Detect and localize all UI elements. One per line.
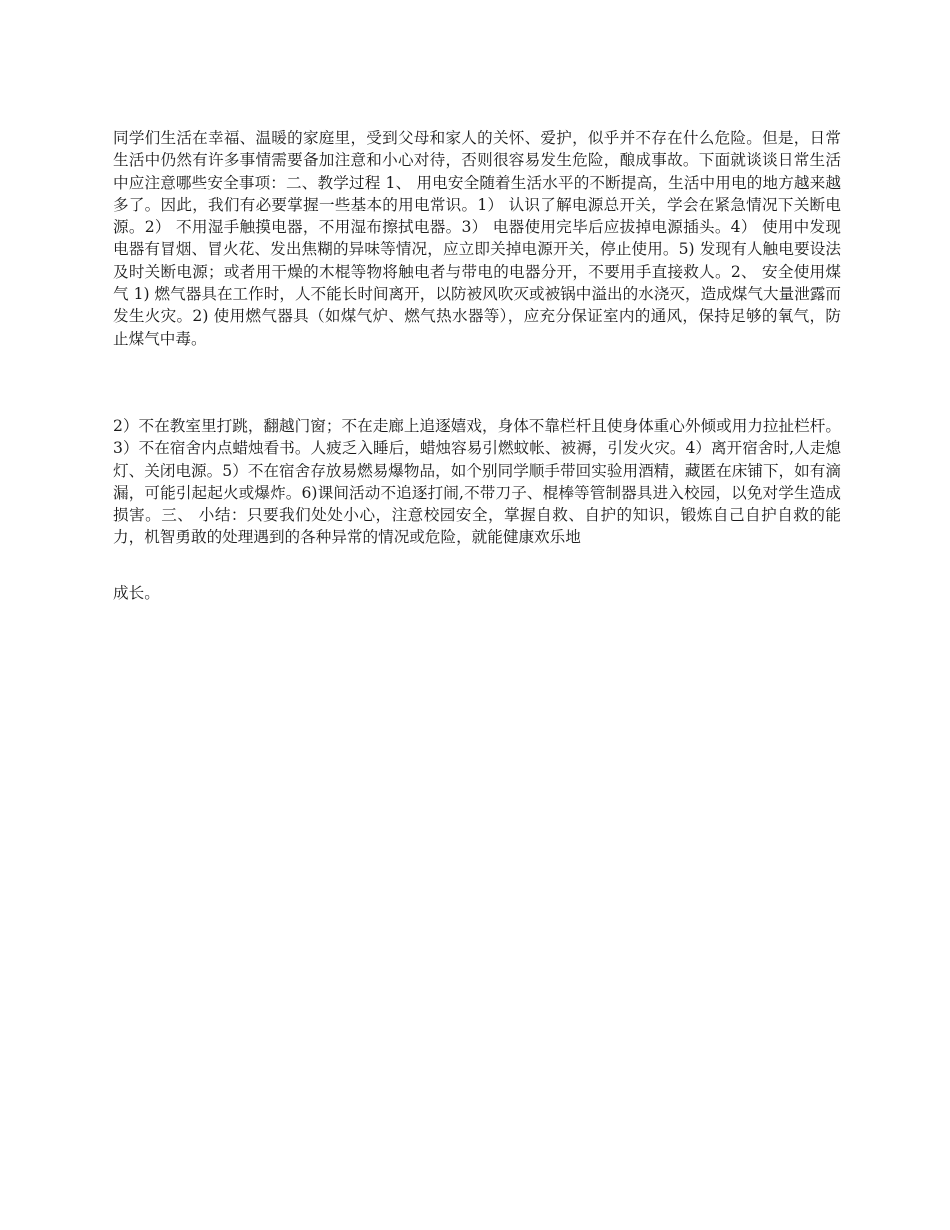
paragraph-ending: 成长。: [113, 584, 160, 602]
paragraph-safety-at-home: 同学们生活在幸福、温暖的家庭里，受到父母和家人的关怀、爱护，似乎并不存在什么危险。但是，日常生活中仍然有许多事情需要备加注意和小心对待，否则很容易发生危险，酿成事故。下面就谈谈日常生活中应注意哪些安全事项：二、教学过程 1、 用电安全随着生活水平的不断提高，生活中用电的地方越来越多了。因此，我们有必要掌握一些基本的用电常识。1） 认识了解电源总开关，学会在紧急情况下关断电源。2） 不用湿手触摸电器，不用湿布擦拭电器。3） 电器使用完毕后应拔掉电源插头。4） 使用中发现电器有冒烟、冒火花、发出焦糊的异味等情况，应立即关掉电源开关，停止使用。5) 发现有人触电要设法及时关断电源；或者用干燥的木棍等物将触电者与带电的电器分开，不要用手直接救人。2、 安全使用煤气 1) 燃气器具在工作时，人不能长时间离开，以防被风吹灭或被锅中溢出的水浇灭，造成煤气大量泄露而发生火灾。2) 使用燃气器具（如煤气炉、燃气热水器等），应充分保证室内的通风，保持足够的氧气，防止煤气中毒。: [113, 129, 841, 348]
paragraph-safety-at-school: 2）不在教室里打跳，翻越门窗；不在走廊上追逐嬉戏，身体不靠栏杆且使身体重心外倾或用力拉扯栏杆。3）不在宿舍内点蜡烛看书。人疲乏入睡后，蜡烛容易引燃蚊帐、被褥，引发火灾。4）离开宿舍时,人走熄灯、关闭电源。5）不在宿舍存放易燃易爆物品，如个别同学顺手带回实验用酒精，藏匿在床铺下，如有滴漏，可能引起起火或爆炸。6)课间活动不追逐打闹,不带刀子、棍棒等管制器具进入校园，以免对学生造成损害。三、 小结：只要我们处处小心，注意校园安全，掌握自救、自护的知识，锻炼自己自护自救的能力，机智勇敢的处理遇到的各种异常的情况或危险，就能健康欢乐地: [113, 417, 841, 547]
